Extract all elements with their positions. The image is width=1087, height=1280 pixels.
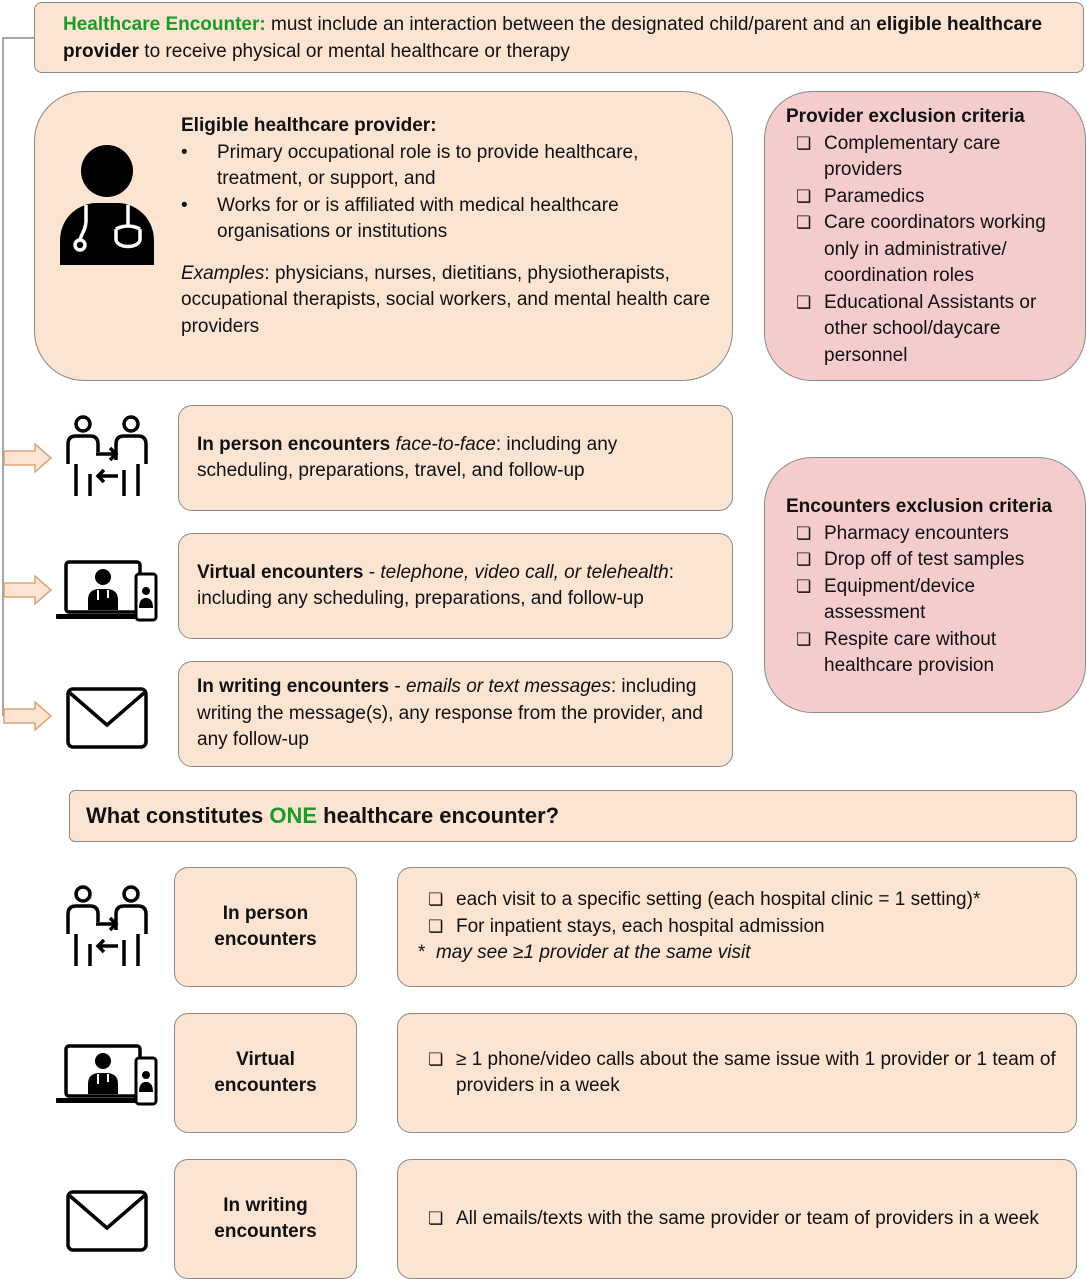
- def-virtual-label: Virtual encounters: [214, 1048, 317, 1096]
- encounter-exclusion-box: [764, 457, 1086, 713]
- provider-exclusion-item: ❏ Paramedics: [796, 184, 1075, 211]
- in-person-label: In person encounters: [197, 433, 391, 455]
- def-writing-item: ❏ All emails/texts with the same provider or team of providers in a week: [428, 1206, 1060, 1233]
- provider-exclusion-list: [796, 131, 1075, 370]
- provider-exclusion-item: ❏ Educational Assistants or other school/daycare personnel: [796, 290, 1075, 370]
- provider-bullet: • Primary occupational role is to provide healthcare, treatment, or support, and: [181, 140, 712, 193]
- writing-encounter-box: [178, 661, 733, 767]
- doctor-icon: [58, 145, 156, 267]
- examples-text: : physicians, nurses, dietitians, physiotherapists, occupational therapists, social workers, and mental health care providers: [181, 262, 711, 337]
- one-encounter-heading-box: [69, 790, 1077, 842]
- def-in-person-item: ❏ each visit to a specific setting (each hospital clinic = 1 setting)*: [428, 887, 1060, 914]
- one-highlight: ONE: [269, 802, 318, 828]
- in-person-text: : including any scheduling, preparations, travel, and follow-up: [197, 433, 618, 481]
- right-arrow-icon: [3, 701, 53, 733]
- examples-label: Examples: [181, 262, 265, 284]
- right-arrow-icon: [3, 443, 53, 475]
- def-in-person-box: [397, 867, 1077, 987]
- writing-label: In writing encounters: [197, 676, 390, 698]
- writing-italic: emails or text messages: [406, 676, 611, 698]
- virtual-dash: -: [363, 561, 381, 583]
- def-in-person-label: In person encounters: [214, 902, 317, 950]
- def-writing-label: In writing encounters: [214, 1194, 317, 1242]
- envelope-icon: [66, 687, 148, 749]
- virtual-text: : including any scheduling, preparations, and follow-up: [197, 561, 675, 609]
- provider-exclusion-title: Provider exclusion criteria: [786, 106, 1025, 127]
- provider-bullet: • Works for or is affiliated with medical healthcare organisations or institutions: [181, 193, 712, 246]
- people-exchange-icon: [64, 414, 150, 500]
- provider-title: Eligible healthcare provider:: [181, 115, 437, 136]
- provider-exclusion-item: ❏ Complementary care providers: [796, 131, 1075, 184]
- header-bold: eligible healthcare provider: [63, 14, 1043, 62]
- writing-text: : including writing the message(s), any response from the provider, and any follow-up: [197, 676, 703, 751]
- def-virtual-item: ❏ ≥ 1 phone/video calls about the same issue with 1 provider or 1 team of providers in a week: [428, 1047, 1060, 1100]
- encounter-exclusion-title: Encounters exclusion criteria: [786, 496, 1053, 517]
- provider-examples: [181, 261, 712, 341]
- one-suffix: healthcare encounter?: [317, 802, 560, 828]
- provider-exclusion-box: [764, 91, 1086, 381]
- header-title: Healthcare Encounter:: [63, 14, 266, 35]
- writing-dash: -: [389, 676, 407, 698]
- encounter-exclusion-item: ❏ Pharmacy encounters: [796, 521, 1075, 548]
- laptop-phone-doctor-icon: [56, 1042, 158, 1108]
- def-in-person-note: [418, 940, 1060, 967]
- envelope-icon: [66, 1190, 148, 1252]
- header-text-1: must include an interaction between the designated child/parent and an: [265, 14, 877, 35]
- virtual-italic: telephone, video call, or telehealth: [380, 561, 669, 583]
- in-person-encounter-box: [178, 405, 733, 511]
- encounter-exclusion-item: ❏ Drop off of test samples: [796, 547, 1075, 574]
- def-in-person-item: ❏ For inpatient stays, each hospital admission: [428, 914, 1060, 941]
- note-text: may see ≥1 provider at the same visit: [435, 942, 751, 964]
- header-text-2: to receive physical or mental healthcare or therapy: [139, 40, 570, 62]
- one-prefix: What constitutes: [86, 802, 270, 828]
- encounter-exclusion-item: ❏ Equipment/device assessment: [796, 574, 1075, 627]
- people-exchange-icon: [64, 884, 150, 970]
- def-in-person-list: [428, 887, 1060, 940]
- def-writing-list: [428, 1206, 1060, 1233]
- def-virtual-label-box: [174, 1013, 357, 1133]
- def-writing-label-box: [174, 1159, 357, 1279]
- virtual-encounter-box: [178, 533, 733, 639]
- provider-exclusion-item: ❏ Care coordinators working only in administrative/ coordination roles: [796, 210, 1075, 290]
- def-writing-box: [397, 1159, 1077, 1279]
- laptop-phone-doctor-icon: [56, 560, 158, 622]
- in-person-italic: face-to-face: [395, 433, 496, 455]
- encounter-exclusion-list: [796, 521, 1075, 680]
- virtual-label: Virtual encounters: [197, 561, 364, 583]
- header-definition-box: [34, 2, 1084, 73]
- encounter-exclusion-item: ❏ Respite care without healthcare provision: [796, 627, 1075, 680]
- note-star: *: [418, 942, 426, 964]
- def-in-person-label-box: [174, 867, 357, 987]
- provider-bullets: [181, 140, 712, 246]
- def-virtual-list: [428, 1047, 1060, 1100]
- right-arrow-icon: [3, 575, 53, 607]
- def-virtual-box: [397, 1013, 1077, 1133]
